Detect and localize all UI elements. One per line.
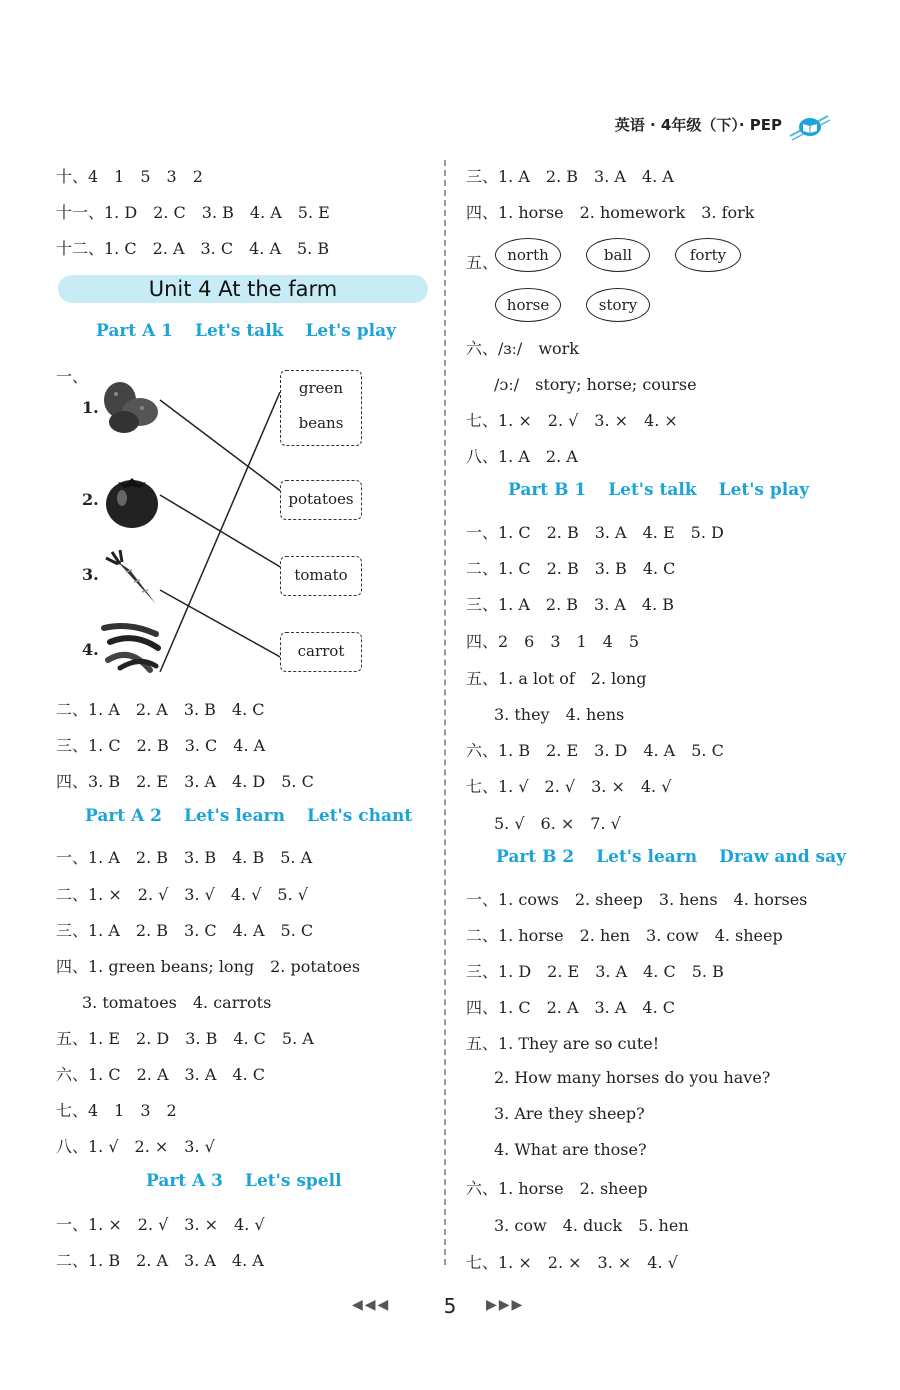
answer-line: 一、1. A 2. B 3. B 4. B 5. A	[56, 848, 313, 867]
section-heading-b1	[508, 480, 831, 500]
exercise-label: 五、	[466, 253, 499, 272]
answer-line: 十、4 1 5 3 2	[56, 167, 203, 186]
answer-line: 七、4 1 3 2	[56, 1101, 177, 1120]
section-title: Let's chant	[306, 806, 413, 826]
section-title: Let's play	[718, 480, 810, 500]
answer-line: 五、1. E 2. D 3. B 4. C 5. A	[56, 1029, 314, 1048]
answer-line: 3. Are they sheep?	[494, 1104, 645, 1123]
answer-line: 三、1. D 2. E 3. A 4. C 5. B	[466, 962, 724, 981]
word-oval: horse	[495, 288, 561, 322]
answer-line: 六、1. horse 2. sheep	[466, 1179, 648, 1198]
answer-line: 四、3. B 2. E 3. A 4. D 5. C	[56, 772, 314, 791]
word-oval: forty	[675, 238, 741, 272]
answer-line: 二、1. horse 2. hen 3. cow 4. sheep	[466, 926, 783, 945]
answer-line: 一、1. C 2. B 3. A 4. E 5. D	[466, 523, 724, 542]
answer-line: 5. √ 6. × 7. √	[494, 814, 621, 833]
section-part: Part B 2	[496, 847, 575, 867]
answer-line: 五、1. They are so cute!	[466, 1034, 660, 1053]
page-number: 5	[443, 1294, 457, 1318]
item-number: 3.	[82, 565, 99, 584]
answer-line: 3. cow 4. duck 5. hen	[494, 1216, 689, 1235]
section-title: Let's talk	[608, 480, 697, 500]
answer-line: 3. tomatoes 4. carrots	[82, 993, 272, 1012]
answer-line: 二、1. A 2. A 3. B 4. C	[56, 700, 265, 719]
section-part: Part A 2	[85, 806, 163, 826]
section-part: Part A 3	[146, 1171, 224, 1191]
answer-line: 八、1. A 2. A	[466, 447, 578, 466]
answer-line: 四、1. C 2. A 3. A 4. C	[466, 998, 676, 1017]
answer-line: 六、1. C 2. A 3. A 4. C	[56, 1065, 266, 1084]
answer-line: 四、2 6 3 1 4 5	[466, 632, 640, 651]
answer-line: 七、1. × 2. × 3. × 4. √	[466, 1253, 678, 1272]
answer-line: 七、1. √ 2. √ 3. × 4. √	[466, 777, 672, 796]
answer-line: 一、1. × 2. √ 3. × 4. √	[56, 1215, 265, 1234]
answer-line: 六、/ɜː/ work	[466, 339, 579, 358]
section-title: Draw and say	[719, 847, 847, 867]
word-box: carrot	[280, 632, 362, 672]
answer-line: 四、1. horse 2. homework 3. fork	[466, 203, 755, 222]
section-part: Part A 1	[96, 321, 174, 341]
book-icon	[788, 112, 832, 142]
answer-line: 三、1. A 2. B 3. A 4. B	[466, 595, 675, 614]
answer-line: /ɔː/ story; horse; course	[494, 375, 697, 394]
word-oval: north	[495, 238, 561, 272]
item-number: 4.	[82, 640, 99, 659]
answer-line: 3. they 4. hens	[494, 705, 625, 724]
section-title: Let's learn	[596, 847, 698, 867]
section-title: Let's spell	[245, 1171, 342, 1191]
item-number: 1.	[82, 398, 99, 417]
answer-line: 五、1. a lot of 2. long	[466, 669, 647, 688]
section-part: Part B 1	[508, 480, 587, 500]
answer-line: 2. How many horses do you have?	[494, 1068, 771, 1087]
item-number: 2.	[82, 490, 99, 509]
section-heading-b2	[496, 847, 868, 867]
prev-arrows-icon: ◀◀◀	[352, 1297, 391, 1313]
answer-line: 四、1. green beans; long 2. potatoes	[56, 957, 361, 976]
word-box: green beans	[280, 370, 362, 446]
answer-line: 十一、1. D 2. C 3. B 4. A 5. E	[56, 203, 330, 222]
answer-line: 八、1. √ 2. × 3. √	[56, 1137, 215, 1156]
matching-lines	[0, 0, 450, 700]
answer-line: 一、1. cows 2. sheep 3. hens 4. horses	[466, 890, 808, 909]
answer-line: 三、1. A 2. B 3. C 4. A 5. C	[56, 921, 314, 940]
section-title: Let's talk	[195, 321, 284, 341]
word-box: tomato	[280, 556, 362, 596]
next-arrows-icon: ▶▶▶	[486, 1297, 525, 1313]
answer-line: 十二、1. C 2. A 3. C 4. A 5. B	[56, 239, 330, 258]
answer-line: 三、1. A 2. B 3. A 4. A	[466, 167, 674, 186]
word-oval: ball	[586, 238, 650, 272]
section-title: Let's learn	[184, 806, 285, 826]
section-heading-a2	[85, 806, 434, 826]
answer-line: 二、1. C 2. B 3. B 4. C	[466, 559, 676, 578]
answer-line: 六、1. B 2. E 3. D 4. A 5. C	[466, 741, 724, 760]
answer-line: 三、1. C 2. B 3. C 4. A	[56, 736, 266, 755]
answer-line: 4. What are those?	[494, 1140, 647, 1159]
exercise-label: 一、	[56, 367, 89, 386]
unit-title: Unit 4 At the farm	[58, 275, 428, 303]
answer-line: 七、1. × 2. √ 3. × 4. ×	[466, 411, 678, 430]
section-title: Let's play	[305, 321, 396, 341]
header-title: 英语 · 4年级（下）· PEP	[614, 116, 782, 134]
word-oval: story	[586, 288, 650, 322]
section-heading-a3	[146, 1171, 364, 1191]
word-box: potatoes	[280, 480, 362, 520]
answer-line: 二、1. × 2. √ 3. √ 4. √ 5. √	[56, 885, 308, 904]
answer-line: 二、1. B 2. A 3. A 4. A	[56, 1251, 264, 1270]
